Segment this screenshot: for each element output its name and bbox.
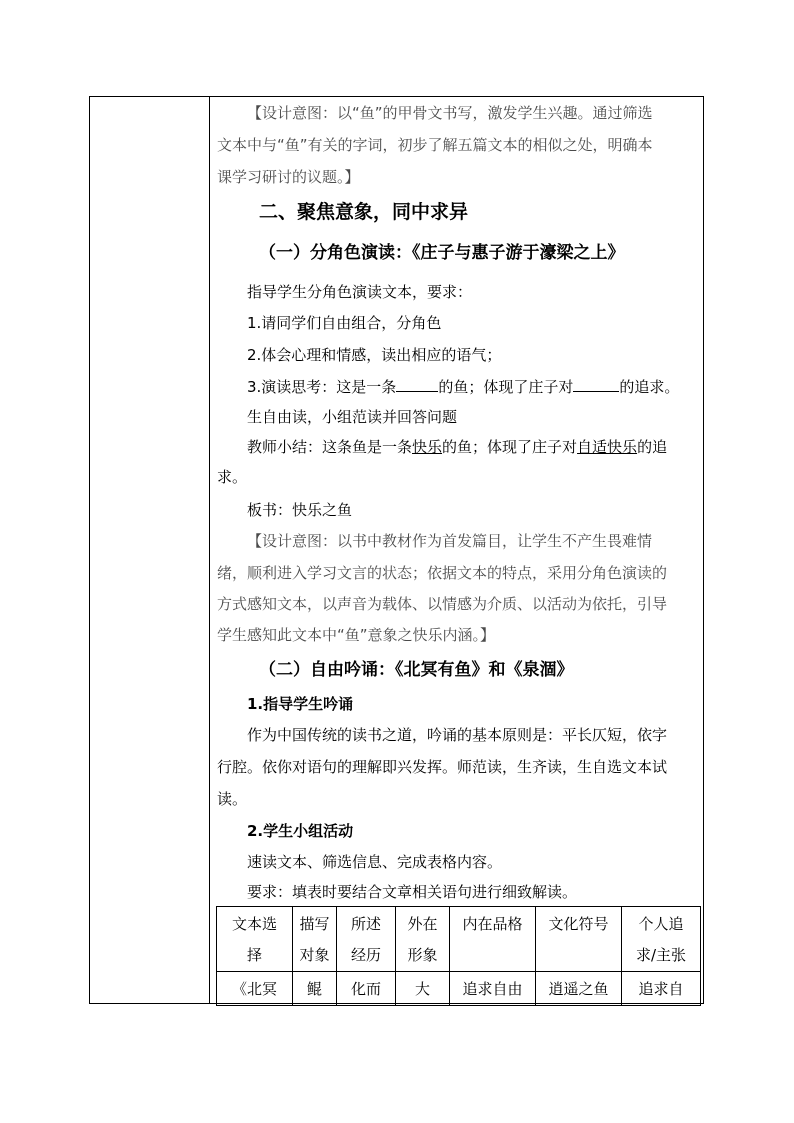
underlined-self-content: 自适快乐 <box>577 438 638 456</box>
header-cultural-symbol: 文化符号 <box>536 907 622 972</box>
guide-text: 指导学生分角色演读文本，要求： <box>247 283 473 301</box>
requirement-1: 1.请同学们自由组合，分角色 <box>247 314 442 332</box>
header-object: 描写 对象 <box>293 907 337 972</box>
table-cell: 追求自由 <box>450 972 536 1006</box>
subsection1-heading: （一）分角色演读：《庄子与惠子游于濠梁之上》 <box>259 243 625 263</box>
underlined-happy: 快乐 <box>412 438 443 456</box>
student-reading: 生自由读，小组范读并回答问题 <box>247 408 458 426</box>
teacher-summary-part-c: 的追 <box>637 438 668 456</box>
teacher-summary-part-a: 教师小结：这条鱼是一条 <box>247 438 413 456</box>
table-header-row <box>217 907 701 972</box>
section2-heading: 二、聚焦意象，同中求异 <box>259 201 469 223</box>
table-cell: 追求自 <box>622 972 701 1006</box>
step1-text-line2: 行腔。依你对语句的理解即兴发挥。师范读，生齐读，生自选文本试 <box>217 758 668 776</box>
design-intent-1-line1: 【设计意图：以“鱼”的甲骨文书写，激发学生兴趣。通过筛选 <box>247 104 653 122</box>
requirement-3-part-b: 的鱼；体现了庄子对 <box>438 378 574 396</box>
design-intent-2-line4: 学生感知此文本中“鱼”意象之快乐内涵。】 <box>217 626 496 644</box>
header-pursuit: 个人追 求/主张 <box>622 907 701 972</box>
design-intent-1-line3: 课学习研讨的议题。】 <box>217 168 360 186</box>
fill-blank-2 <box>573 375 619 392</box>
teacher-summary-end: 求。 <box>217 468 248 486</box>
header-experience: 所述 经历 <box>337 907 396 972</box>
requirement-3-part-a: 3.演读思考：这是一条 <box>247 378 397 396</box>
step2-heading: 2.学生小组活动 <box>247 822 354 840</box>
teacher-summary-part-b: 的鱼；体现了庄子对 <box>442 438 578 456</box>
design-intent-1-line2: 文本中与“鱼”有关的字词，初步了解五篇文本的相似之处，明确本 <box>217 136 653 154</box>
left-column-cell <box>90 97 209 1003</box>
step1-text-line3: 读。 <box>217 790 248 808</box>
design-intent-2-line1: 【设计意图：以书中教材作为首发篇目，让学生不产生畏难情 <box>247 532 653 550</box>
comparison-table <box>216 906 701 1006</box>
table-cell: 化而 <box>337 972 396 1006</box>
requirement-3-part-c: 的追求。 <box>619 378 680 396</box>
header-appearance: 外在 形象 <box>396 907 450 972</box>
header-character: 内在品格 <box>450 907 536 972</box>
step2-text: 速读文本、筛选信息、完成表格内容。 <box>247 853 503 871</box>
table-cell: 大 <box>396 972 450 1006</box>
requirement-3 <box>247 371 694 403</box>
subsection2-heading: （二）自由吟诵：《北冥有鱼》和《泉涸》 <box>259 660 574 680</box>
board-note: 板书：快乐之鱼 <box>247 501 353 519</box>
content-column <box>209 96 704 1004</box>
step1-text-line1: 作为中国传统的读书之道，吟诵的基本原则是：平长仄短，依字 <box>247 726 668 744</box>
table-row <box>217 972 701 1006</box>
step1-heading: 1.指导学生吟诵 <box>247 695 354 713</box>
requirement-2: 2.体会心理和情感，读出相应的语气； <box>247 346 502 364</box>
table-cell: 《北冥 <box>217 972 293 1006</box>
table-cell: 鲲 <box>293 972 337 1006</box>
design-intent-2-line2: 绪，顺利进入学习文言的状态；依据文本的特点，采用分角色演读的 <box>217 564 668 582</box>
step2-requirement: 要求：填表时要结合文章相关语句进行细致解读。 <box>247 883 578 901</box>
teacher-summary <box>247 431 694 463</box>
fill-blank-1 <box>396 375 438 392</box>
table-cell: 逍遥之鱼 <box>536 972 622 1006</box>
header-text-choice: 文本选 择 <box>217 907 293 972</box>
design-intent-2-line3: 方式感知文本，以声音为载体、以情感为介质、以活动为依托，引导 <box>217 595 668 613</box>
